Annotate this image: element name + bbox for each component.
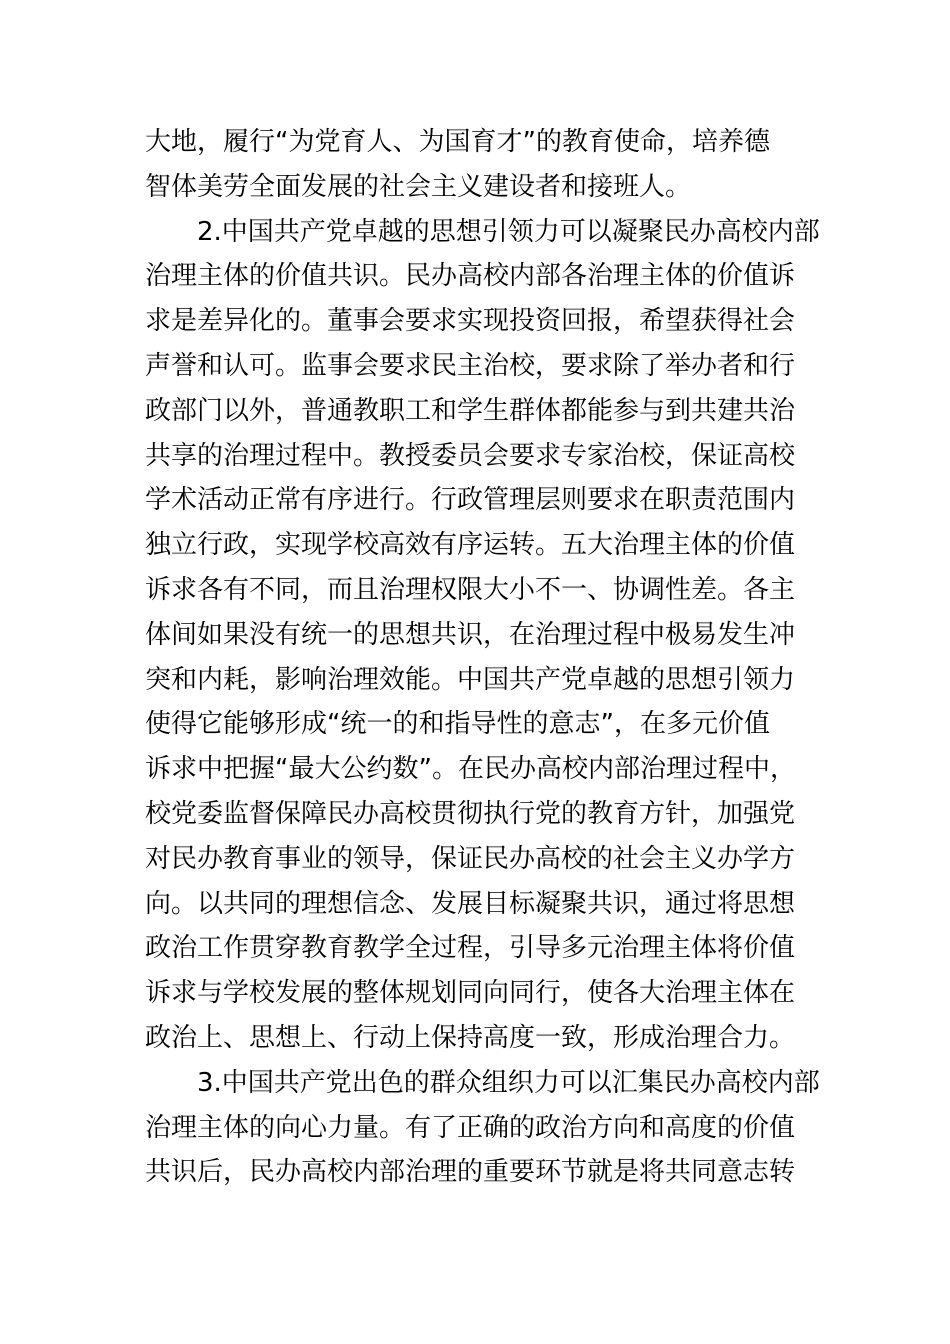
- text-line: 共享的治理过程中。教授委员会要求专家治校，保证高校: [145, 440, 796, 471]
- text-line: 共识后，民办高校内部治理的重要环节就是将共同意志转: [145, 1157, 796, 1188]
- text-line: 声誉和认可。监事会要求民主治校，要求除了举办者和行: [145, 350, 796, 381]
- text-line: 诉求与学校发展的整体规划同向同行，使各大治理主体在: [145, 978, 796, 1009]
- text-line: 使得它能够形成“统一的和指导性的意志”，在多元价值: [145, 709, 770, 740]
- text-line: 治理主体的价值共识。民办高校内部各治理主体的价值诉: [145, 261, 796, 292]
- text-line: 学术活动正常有序进行。行政管理层则要求在职责范围内: [145, 485, 796, 516]
- paragraph-start-line: 2.中国共产党卓越的思想引领力可以凝聚民办高校内部: [197, 216, 820, 247]
- text-line: 智体美劳全面发展的社会主义建设者和接班人。: [145, 171, 692, 202]
- text-line: 向。以共同的理想信念、发展目标凝聚共识，通过将思想: [145, 888, 796, 919]
- text-line: 体间如果没有统一的思想共识，在治理过程中极易发生冲: [145, 619, 796, 650]
- document-body: [145, 120, 820, 1195]
- text-line: 对民办教育事业的领导，保证民办高校的社会主义办学方: [145, 843, 796, 874]
- text-line: 诉求各有不同，而且治理权限大小不一、协调性差。各主: [145, 574, 796, 605]
- text-line: 求是差异化的。董事会要求实现投资回报，希望获得社会: [145, 306, 796, 337]
- text-line: 政治工作贯穿教育教学全过程，引导多元治理主体将价值: [145, 933, 796, 964]
- text-line: 大地，履行“为党育人、为国育才”的教育使命，培养德: [145, 127, 770, 157]
- text-line: 政部门以外，普通教职工和学生群体都能参与到共建共治: [145, 395, 796, 426]
- text-line: 独立行政，实现学校高效有序运转。五大治理主体的价值: [145, 530, 796, 561]
- text-line: 突和内耗，影响治理效能。中国共产党卓越的思想引领力: [145, 664, 796, 695]
- text-line: 政治上、思想上、行动上保持高度一致，形成治理合力。: [145, 1022, 796, 1053]
- text-line: 诉求中把握“最大公约数”。在民办高校内部治理过程中，: [145, 754, 796, 785]
- text-line: 治理主体的向心力量。有了正确的政治方向和高度的价值: [145, 1112, 796, 1143]
- paragraph-start-line: 3.中国共产党出色的群众组织力可以汇集民办高校内部: [197, 1067, 820, 1098]
- text-line: 校党委监督保障民办高校贯彻执行党的教育方针，加强党: [145, 798, 796, 829]
